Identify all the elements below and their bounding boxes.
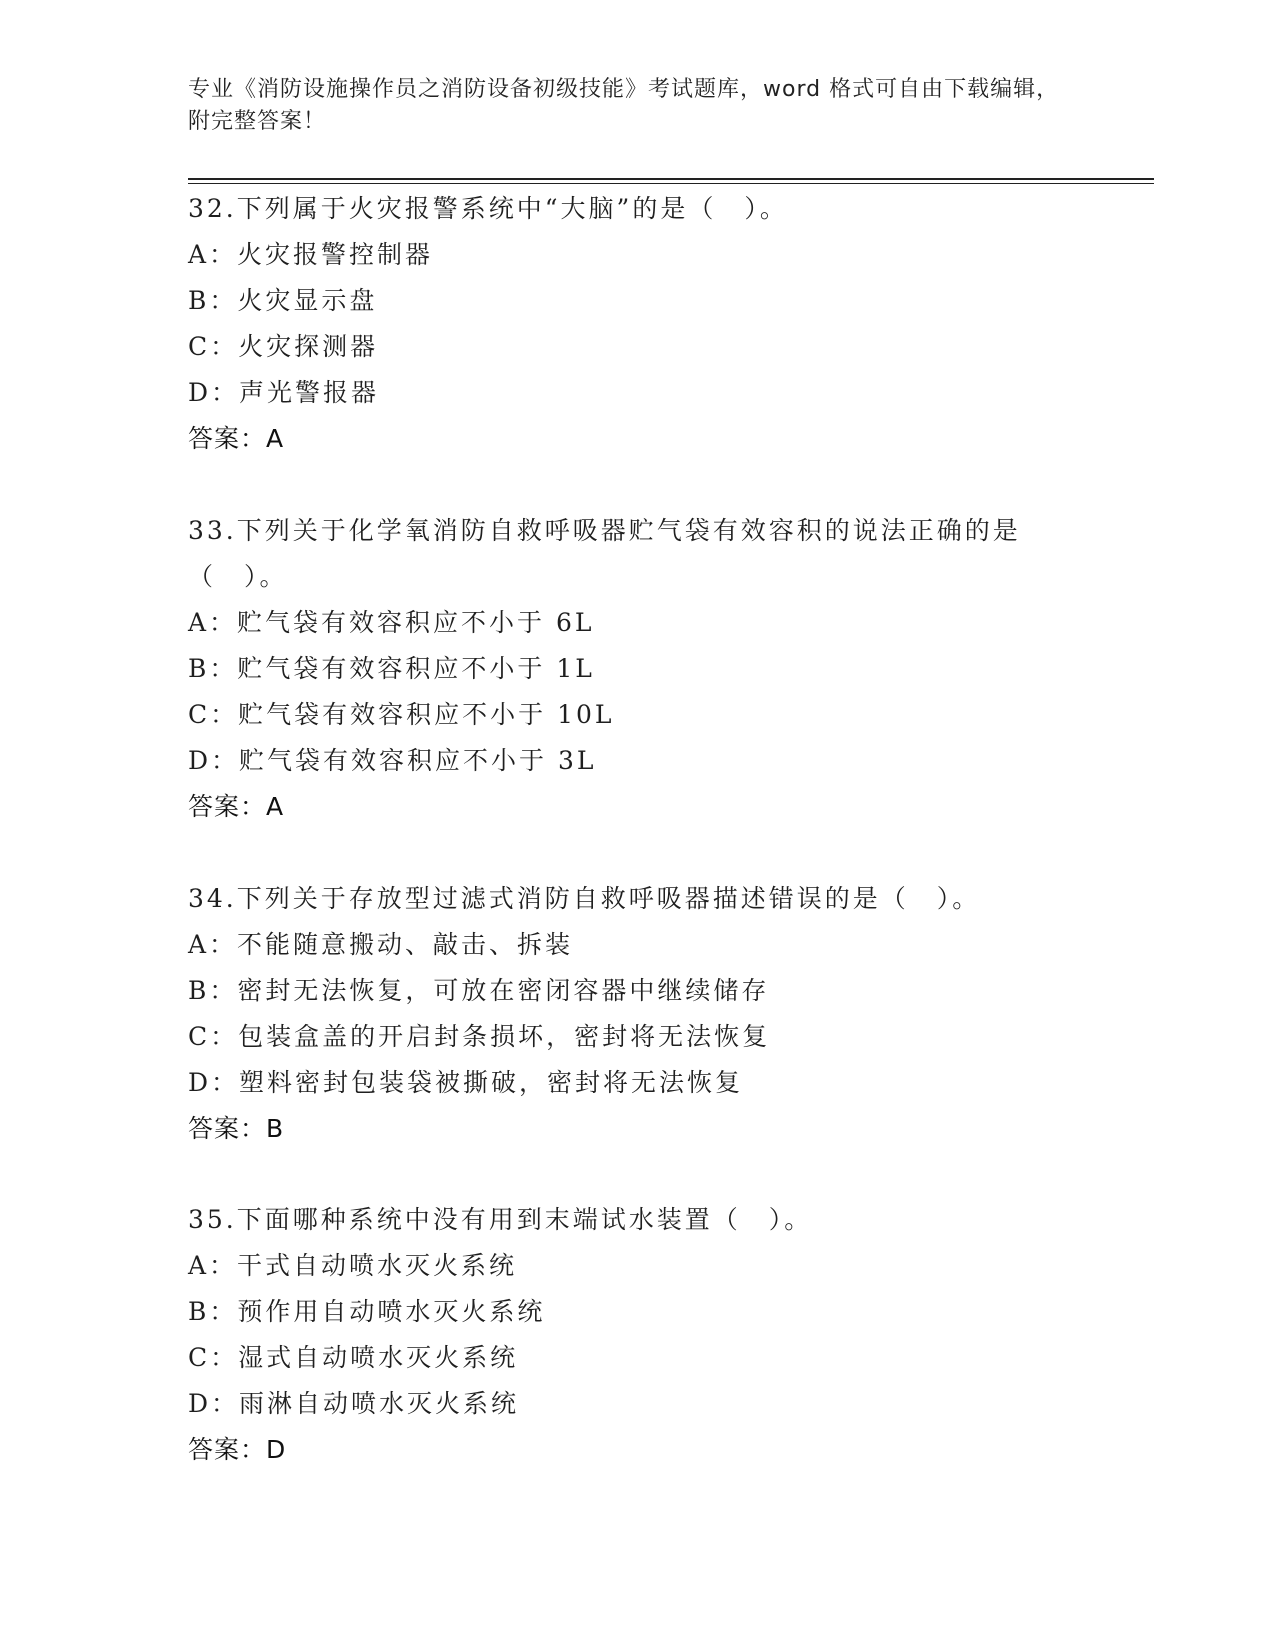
answer-line: 答案：D	[188, 1435, 287, 1464]
option-c: C：火灾探测器	[188, 332, 379, 361]
question-stem: 35.下面哪种系统中没有用到末端试水装置（ ）。	[188, 1205, 813, 1234]
option-b: B：密封无法恢复，可放在密闭容器中继续储存	[188, 976, 770, 1005]
question-stem: 34.下列关于存放型过滤式消防自救呼吸器描述错误的是（ ）。	[188, 884, 981, 913]
header-divider-thick	[188, 178, 1154, 180]
option-c: C：包装盒盖的开启封条损坏，密封将无法恢复	[188, 1022, 771, 1051]
option-b: B：火灾显示盘	[188, 286, 378, 315]
option-a: A：干式自动喷水灭火系统	[188, 1251, 518, 1280]
answer-line: 答案：A	[188, 792, 285, 821]
option-d: D：雨淋自动喷水灭火系统	[188, 1389, 520, 1418]
answer-line: 答案：A	[188, 424, 285, 453]
question-block	[188, 186, 1088, 462]
option-d: D：塑料密封包装袋被撕破，密封将无法恢复	[188, 1068, 744, 1097]
question-block	[188, 876, 1088, 1152]
header-divider-thin	[188, 183, 1154, 184]
option-b: B：预作用自动喷水灭火系统	[188, 1297, 546, 1326]
option-b: B：贮气袋有效容积应不小于 1L	[188, 654, 595, 683]
option-d: D：声光警报器	[188, 378, 380, 407]
question-stem: 33.下列关于化学氧消防自救呼吸器贮气袋有效容积的说法正确的是（ ）。	[188, 516, 1021, 591]
question-block	[188, 1197, 1088, 1473]
option-a: A：贮气袋有效容积应不小于 6L	[188, 608, 595, 637]
option-c: C：湿式自动喷水灭火系统	[188, 1343, 519, 1372]
option-d: D：贮气袋有效容积应不小于 3L	[188, 746, 597, 775]
answer-line: 答案：B	[188, 1114, 285, 1143]
document-header: 专业《消防设施操作员之消防设备初级技能》考试题库，word 格式可自由下载编辑，附完整答案！	[188, 77, 1060, 134]
option-a: A：火灾报警控制器	[188, 240, 434, 269]
option-a: A：不能随意搬动、敲击、拆装	[188, 930, 574, 959]
question-stem: 32.下列属于火灾报警系统中“大脑”的是（ ）。	[188, 194, 788, 223]
question-block	[188, 508, 1088, 830]
option-c: C：贮气袋有效容积应不小于 10L	[188, 700, 615, 729]
